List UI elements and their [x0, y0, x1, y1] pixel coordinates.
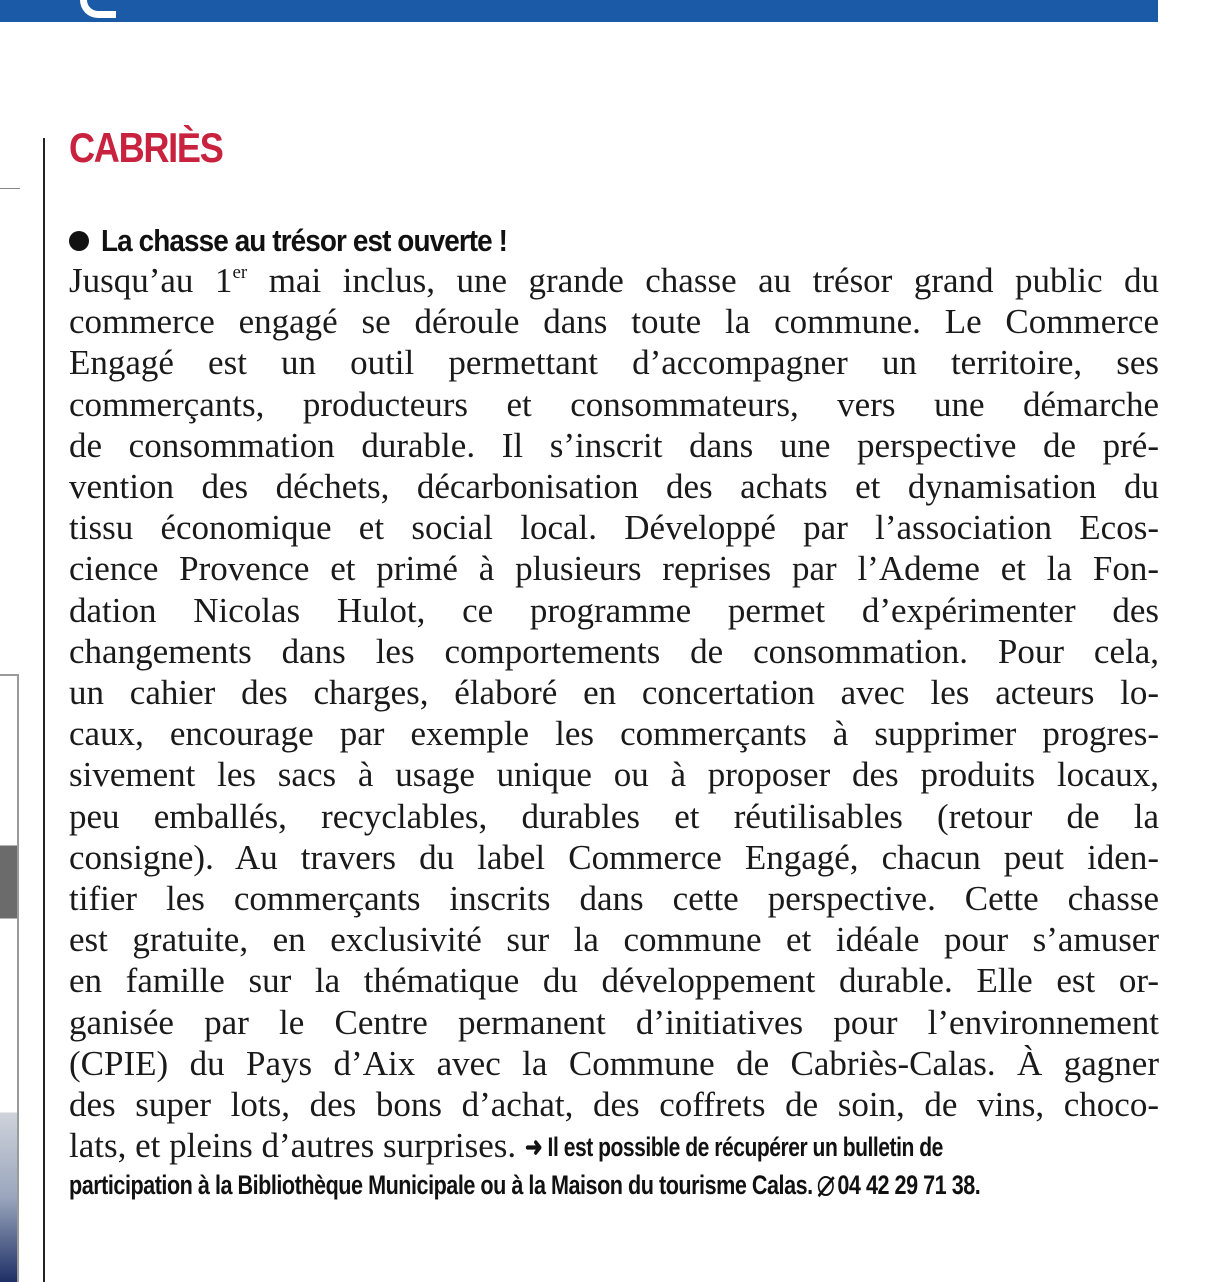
body-line: peu emballés, recyclables, durables et réutilisables (retour de la [69, 796, 1159, 836]
phone-number: 04 42 29 71 38. [837, 1170, 981, 1201]
body-line: tifier les commerçants inscrits dans cette perspective. Cette chasse [69, 879, 1159, 919]
column-rule [43, 138, 45, 1282]
body-line: dation Nicolas Hulot, ce programme permet d’expérimenter des [69, 590, 1159, 630]
body-line: sivement les sacs à usage unique ou à proposer des produits locaux, [69, 755, 1159, 795]
article-headline [69, 222, 1159, 260]
article-body [69, 260, 1159, 1168]
banner-logo-fragment [80, 0, 116, 18]
article [69, 222, 1159, 1201]
headline-text: La chasse au trésor est ouverte ! [101, 223, 508, 258]
adjacent-photo-edge [0, 674, 19, 1282]
body-line: caux, encourage par exemple les commerçants à supprimer progres- [69, 714, 1159, 754]
body-line: Engagé est un outil permettant d’accompagner un territoire, ses [69, 343, 1159, 383]
body-line: des super lots, des bons d’achat, des coffrets de soin, de vins, choco- [69, 1085, 1159, 1125]
body-line: vention des déchets, décarbonisation des achats et dynamisation du [69, 467, 1159, 507]
info-inline: ➜ Il est possible de récupérer un bulletin de [524, 1132, 943, 1163]
info-line [69, 1170, 981, 1201]
body-last-line [69, 1125, 1159, 1168]
body-line-end: mai inclus, une grande chasse au trésor grand public du [247, 261, 1159, 300]
phone-icon [818, 1176, 834, 1196]
body-line: (CPIE) du Pays d’Aix avec la Commune de Cabriès-Calas. À gagner [69, 1043, 1159, 1083]
top-banner [0, 0, 1158, 22]
body-line: de consommation durable. Il s’inscrit dans une perspective de pré- [69, 425, 1159, 465]
body-line: cience Provence et primé à plusieurs reprises par l’Ademe et la Fon- [69, 549, 1159, 589]
body-line: en famille sur la thématique du développement durable. Elle est or- [69, 961, 1159, 1001]
bullet-icon [69, 231, 89, 251]
body-line-start: Jusqu’au 1 [69, 261, 233, 300]
body-closing-text: lats, et pleins d’autres surprises. [69, 1126, 517, 1166]
body-line: un cahier des charges, élaboré en concertation avec les acteurs lo- [69, 673, 1159, 713]
ordinal-superscript: er [232, 262, 248, 283]
body-line: tissu économique et social local. Développé par l’association Ecos- [69, 508, 1159, 548]
body-line: est gratuite, en exclusivité sur la commune et idéale pour s’amuser [69, 920, 1159, 960]
left-divider [0, 188, 20, 189]
info-text: participation à la Bibliothèque Municipale ou à la Maison du tourisme Calas. [69, 1170, 813, 1201]
commune-title: CABRIÈS [69, 124, 223, 171]
body-line: consigne). Au travers du label Commerce Engagé, chacun peut iden- [69, 837, 1159, 877]
body-line: changements dans les comportements de consommation. Pour cela, [69, 631, 1159, 671]
body-line: commerçants, producteurs et consommateurs, vers une démarche [69, 384, 1159, 424]
body-line: commerce engagé se déroule dans toute la commune. Le Commerce [69, 302, 1159, 342]
body-line [69, 260, 1159, 301]
body-line: ganisée par le Centre permanent d’initiatives pour l’environnement [69, 1002, 1159, 1042]
